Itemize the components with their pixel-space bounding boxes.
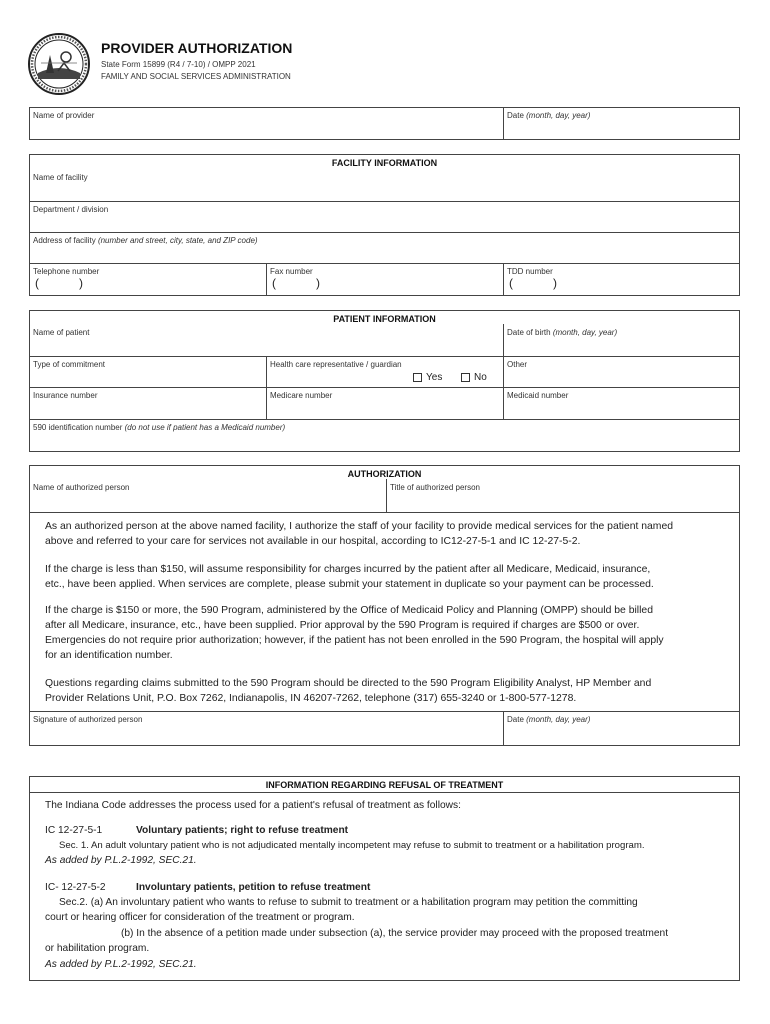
- section-1-body: Sec. 1. An adult voluntary patient who is not adjudicated mentally incompetent may refuse to submit to treatment or a habilitation program.: [59, 840, 645, 851]
- provider-name-label: Name of provider: [33, 111, 95, 120]
- authorized-person-label: Name of authorized person: [33, 483, 130, 492]
- department-label: Department / division: [33, 205, 109, 214]
- section-1-added: As added by P.L.2-1992, SEC.21.: [45, 855, 197, 866]
- guardian-yes-checkbox[interactable]: [413, 372, 442, 383]
- refusal-heading: INFORMATION REGARDING REFUSAL OF TREATMENT: [265, 780, 504, 790]
- other-label: Other: [507, 360, 528, 369]
- provider-name-field[interactable]: [33, 120, 499, 138]
- signature-label: Signature of authorized person: [33, 715, 143, 724]
- provider-date-label: Date (month, day, year): [507, 111, 591, 120]
- medicare-field[interactable]: [270, 400, 499, 417]
- auth-paragraph-1: As an authorized person at the above named facility, I authorize the staff of your facility to provide medical services for the patient named above and referred to your care for services not available in our hospital, according to IC12-27-5-1 and IC 12-27-5-2.: [45, 521, 674, 547]
- auth-paragraph-2: If the charge is less than $150, will assume responsibility for charges incurred by the patient after all Medicare, Medicaid, insurance, etc., have been applied. When services are complete, please submit your statement in duplicate so your payment can be processed.: [45, 564, 654, 590]
- refusal-intro: The Indiana Code addresses the process used for a patient's refusal of treatment as follows:: [45, 800, 461, 811]
- commitment-field[interactable]: [33, 369, 262, 386]
- facility-name-label: Name of facility: [33, 173, 88, 182]
- medicaid-field[interactable]: [507, 400, 736, 417]
- department-field[interactable]: [33, 214, 733, 231]
- section-1-heading: IC 12-27-5-1 Voluntary patients; right to refuse treatment: [45, 825, 349, 836]
- id590-label: 590 identification number (do not use if patient has a Medicaid number): [33, 423, 286, 432]
- signature-date-field[interactable]: [507, 724, 736, 744]
- dob-field[interactable]: [507, 337, 736, 355]
- dob-label: Date of birth (month, day, year): [507, 328, 618, 337]
- authorized-person-field[interactable]: [33, 492, 382, 510]
- authorized-title-field[interactable]: [390, 492, 736, 510]
- agency-name: FAMILY AND SOCIAL SERVICES ADMINISTRATION: [101, 72, 291, 81]
- section-2-a-line-1: Sec.2. (a) An involuntary patient who wants to refuse to submit to treatment or a habilitation program may petition the committing: [59, 897, 638, 908]
- form-number: State Form 15899 (R4 / 7-10) / OMPP 2021: [101, 60, 256, 69]
- fax-label: Fax number: [270, 267, 313, 276]
- telephone-label: Telephone number: [33, 267, 100, 276]
- patient-name-field[interactable]: [33, 337, 499, 355]
- tdd-label: TDD number: [507, 267, 553, 276]
- commitment-label: Type of commitment: [33, 360, 106, 369]
- facility-address-label: Address of facility (number and street, city, state, and ZIP code): [33, 236, 258, 245]
- yes-label: Yes: [426, 372, 443, 383]
- state-seal-icon: [28, 33, 90, 95]
- medicaid-label: Medicaid number: [507, 391, 569, 400]
- authorized-title-label: Title of authorized person: [390, 483, 480, 492]
- patient-name-label: Name of patient: [33, 328, 90, 337]
- section-2-b-line-2: or habilitation program.: [45, 943, 150, 954]
- facility-address-field[interactable]: [33, 245, 733, 262]
- provider-date-field[interactable]: [507, 120, 737, 138]
- section-2-added: As added by P.L.2-1992, SEC.21.: [45, 959, 197, 970]
- fax-field[interactable]: ( ): [272, 276, 320, 290]
- auth-paragraph-4: Questions regarding claims submitted to the 590 Program should be directed to the 590 Program Eligibility Analyst, HP Member and Provider Relations Unit, P.O. Box 7262, Indianapolis, IN 46207-7262, telephone (317) 655-3240 or 1-800-577-1278.: [45, 678, 652, 704]
- guardian-no-checkbox[interactable]: [461, 372, 487, 383]
- patient-heading: PATIENT INFORMATION: [333, 314, 436, 324]
- medicare-label: Medicare number: [270, 391, 333, 400]
- section-2-b-line-1: (b) In the absence of a petition made under subsection (a), the service provider may proceed with the proposed treatment: [121, 928, 669, 939]
- tdd-field[interactable]: ( ): [509, 276, 557, 290]
- facility-name-field[interactable]: [33, 182, 733, 200]
- auth-paragraph-3: If the charge is $150 or more, the 590 Program, administered by the Office of Medicaid Policy and Planning (OMPP) should be billed after all Medicare, insurance, etc., have been supplied. Prior approval by the 590 Program is required if charges are $500 or over. Emergencies do not require prior authorization; however, if the patient has not been enrolled in the 590 Program, the hospital will apply for an identification number.: [45, 605, 664, 661]
- section-2-a-line-2: court or hearing officer for consideration of the treatment or program.: [45, 912, 355, 923]
- insurance-label: Insurance number: [33, 391, 98, 400]
- id590-field[interactable]: [33, 432, 733, 449]
- section-2-heading: IC- 12-27-5-2 Involuntary patients, petition to refuse treatment: [45, 882, 371, 893]
- authorization-heading: AUTHORIZATION: [347, 469, 422, 479]
- telephone-field[interactable]: ( ): [35, 276, 83, 290]
- guardian-label: Health care representative / guardian: [270, 360, 402, 369]
- insurance-field[interactable]: [33, 400, 262, 417]
- facility-heading: FACILITY INFORMATION: [331, 158, 438, 168]
- signature-date-label: Date (month, day, year): [507, 715, 591, 724]
- no-label: No: [474, 372, 487, 383]
- signature-field[interactable]: [33, 724, 499, 744]
- other-field[interactable]: [507, 369, 736, 386]
- form-title: PROVIDER AUTHORIZATION: [101, 40, 293, 56]
